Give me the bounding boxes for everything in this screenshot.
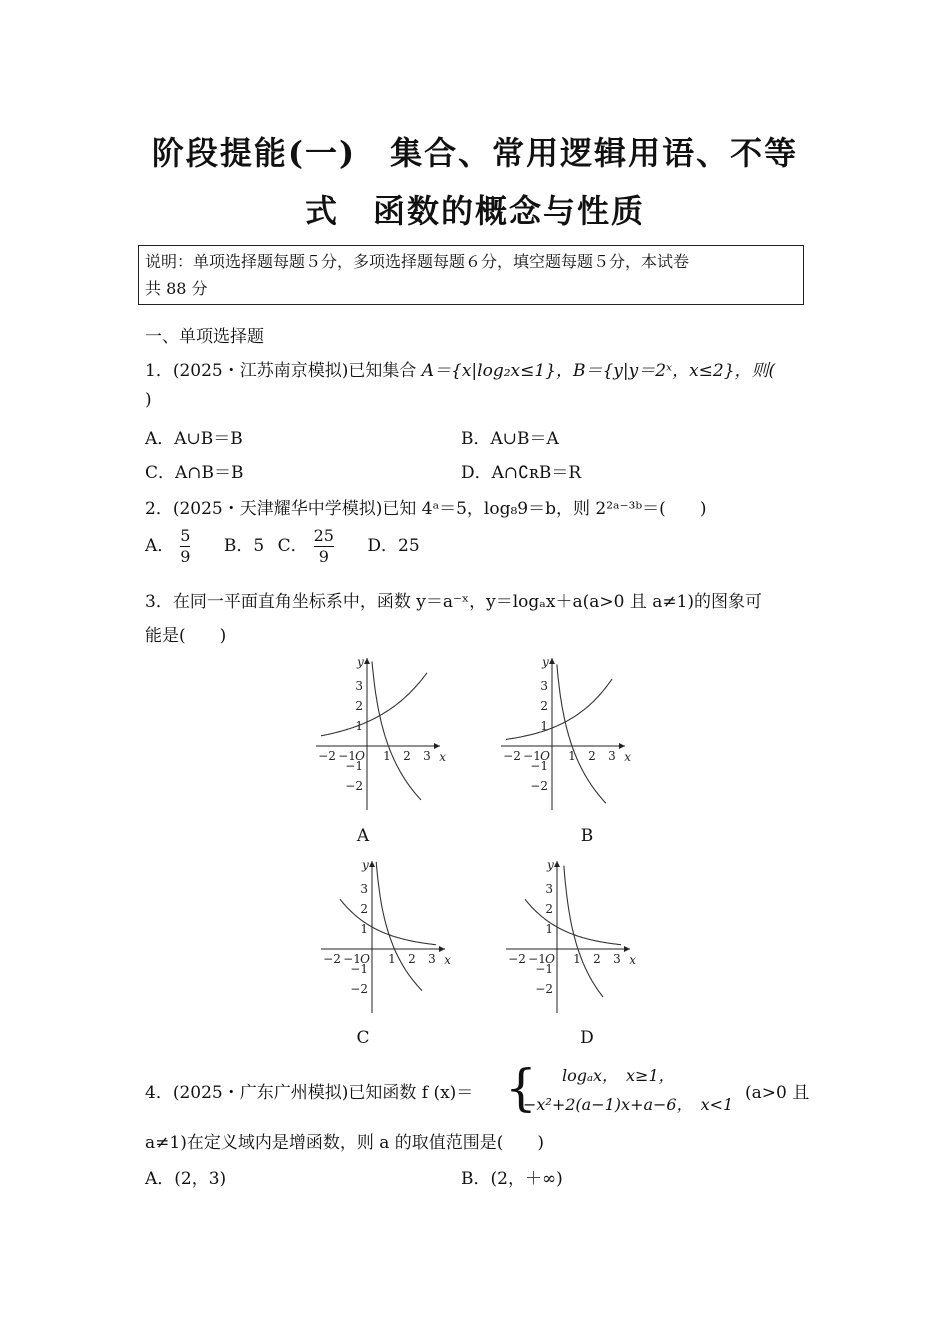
graph-c [315, 853, 455, 1018]
origin-label: O [545, 952, 555, 966]
piecewise-brace: { [505, 1059, 537, 1117]
curve-exponential [525, 899, 621, 945]
y-tick-label: 3 [545, 882, 553, 896]
x-axis-arrow [439, 946, 445, 952]
y-tick-label: −1 [535, 962, 553, 976]
y-tick-label: −1 [345, 759, 363, 773]
curve-logarithmic [376, 862, 422, 991]
q2-option-c-den: 9 [318, 547, 329, 566]
origin-label: O [360, 952, 370, 966]
x-tick-label: −2 [318, 749, 336, 763]
x-tick-label: −1 [528, 952, 546, 966]
y-axis-arrow [549, 658, 555, 664]
y-tick-label: −2 [530, 779, 548, 793]
y-tick-label: 3 [360, 882, 368, 896]
y-tick-label: 1 [355, 719, 363, 733]
q1-option-a: A．A∪B＝B [145, 429, 243, 449]
graph-d-label: D [580, 1028, 594, 1048]
q4-option-b: B．(2，＋∞) [461, 1169, 563, 1189]
y-tick-label: 1 [360, 922, 368, 936]
x-tick-label: 1 [383, 749, 391, 763]
section-heading: 一、单项选择题 [145, 327, 264, 347]
graph-a-label: A [356, 826, 370, 846]
x-axis-label: x [444, 953, 451, 967]
q2-option-c-fraction [314, 526, 334, 567]
graph-b-label: B [580, 826, 594, 846]
instructions-line1: 说明：单项选择题每题５分，多项选择题每题６分，填空题每题５分，本试卷 [145, 252, 690, 271]
x-tick-label: 1 [388, 952, 396, 966]
x-tick-label: 2 [593, 952, 601, 966]
y-tick-label: 2 [355, 699, 363, 713]
q2-options [145, 526, 420, 567]
q2-option-a-label: A． [145, 536, 175, 556]
q2-option-a-fraction [180, 526, 190, 567]
y-axis-label: y [362, 858, 369, 872]
x-axis-arrow [434, 743, 440, 749]
q1-option-d: D．A∩∁ʀB＝R [461, 463, 582, 483]
q2-option-b: B．5 [223, 536, 265, 556]
q1-stem-close: ) [145, 390, 152, 410]
y-tick-label: 2 [545, 902, 553, 916]
q2-option-a-num: 5 [180, 526, 191, 545]
instructions-line2: 共 88 分 [145, 279, 208, 298]
x-tick-label: 3 [608, 749, 616, 763]
q4-piece1: logₐx， x≥1， [562, 1066, 675, 1085]
y-axis-label: y [357, 655, 364, 669]
y-tick-label: 2 [540, 699, 548, 713]
graph-d [500, 853, 640, 1018]
curve-logarithmic [564, 866, 603, 997]
q4-stem-a: 4．(2025・广东广州模拟)已知函数 f (x)＝ [145, 1083, 474, 1103]
y-tick-label: 3 [540, 679, 548, 693]
q3-stem-line1: 3．在同一平面直角坐标系中，函数 y＝a⁻ˣ，y＝logₐx＋a(a>0 且 a≠1)的图象可 [145, 592, 763, 612]
y-tick-label: −2 [350, 982, 368, 996]
q1-stem-a: 1．(2025・江苏南京模拟)已知集合 [145, 361, 422, 381]
q1-option-c: C．A∩B＝B [145, 463, 244, 483]
q1-stem-b: A＝{x|log₂x≤1}，B＝{y|y＝2ˣ，x≤2}，则( [421, 361, 776, 381]
graph-c-label: C [356, 1028, 370, 1048]
x-tick-label: −2 [503, 749, 521, 763]
q4-option-a: A．(2，3) [145, 1169, 227, 1189]
q2-option-c-num: 25 [313, 526, 334, 545]
x-axis-label: x [439, 750, 446, 764]
page-title-line1: 阶段提能(一) 集合、常用逻辑用语、不等 [151, 134, 799, 172]
q2-stem: 2．(2025・天津耀华中学模拟)已知 4ᵃ＝5，log₈9＝b，则 2²ᵃ⁻³ᵇ＝( ) [145, 499, 707, 519]
y-tick-label: 1 [540, 719, 548, 733]
y-axis-label: y [547, 858, 554, 872]
curve-logarithmic [372, 661, 421, 800]
q4-stem-line2: a≠1)在定义域内是增函数，则 a 的取值范围是( ) [145, 1133, 545, 1153]
x-tick-label: 2 [403, 749, 411, 763]
page-title-line2: 式 函数的概念与性质 [304, 192, 645, 230]
q1-stem [145, 356, 775, 381]
q2-option-a-den: 9 [180, 547, 191, 566]
y-axis-arrow [364, 658, 370, 664]
x-tick-label: 3 [423, 749, 431, 763]
q4-stem-b: (a>0 且 [745, 1083, 810, 1103]
y-tick-label: −2 [345, 779, 363, 793]
x-axis-arrow [619, 743, 625, 749]
graph-b [495, 650, 635, 815]
x-tick-label: 1 [568, 749, 576, 763]
y-tick-label: 1 [545, 922, 553, 936]
y-axis-arrow [554, 861, 560, 867]
instructions-box [138, 245, 804, 305]
q4-piece2: −x²+2(a−1)x+a−6， x<1 [523, 1095, 734, 1114]
x-tick-label: 3 [613, 952, 621, 966]
x-axis-label: x [629, 953, 636, 967]
y-tick-label: −1 [350, 962, 368, 976]
x-tick-label: −1 [343, 952, 361, 966]
curve-logarithmic [557, 664, 606, 803]
x-axis-arrow [624, 946, 630, 952]
x-tick-label: −1 [523, 749, 541, 763]
q1-option-b: B．A∪B＝A [461, 429, 559, 449]
x-tick-label: −2 [508, 952, 526, 966]
q2-option-c-label: C． [277, 536, 308, 556]
q3-stem-line2: 能是( ) [145, 626, 227, 646]
graph-a [310, 650, 450, 815]
y-tick-label: −2 [535, 982, 553, 996]
x-tick-label: 2 [588, 749, 596, 763]
origin-label: O [355, 749, 365, 763]
x-tick-label: −2 [323, 952, 341, 966]
y-tick-label: 3 [355, 679, 363, 693]
y-axis-label: y [542, 655, 549, 669]
curve-exponential [340, 899, 436, 945]
origin-label: O [540, 749, 550, 763]
x-axis-label: x [624, 750, 631, 764]
x-tick-label: 3 [428, 952, 436, 966]
y-tick-label: 2 [360, 902, 368, 916]
x-tick-label: −1 [338, 749, 356, 763]
x-tick-label: 1 [573, 952, 581, 966]
y-tick-label: −1 [530, 759, 548, 773]
q2-option-d: D．25 [367, 536, 420, 556]
y-axis-arrow [369, 861, 375, 867]
x-tick-label: 2 [408, 952, 416, 966]
